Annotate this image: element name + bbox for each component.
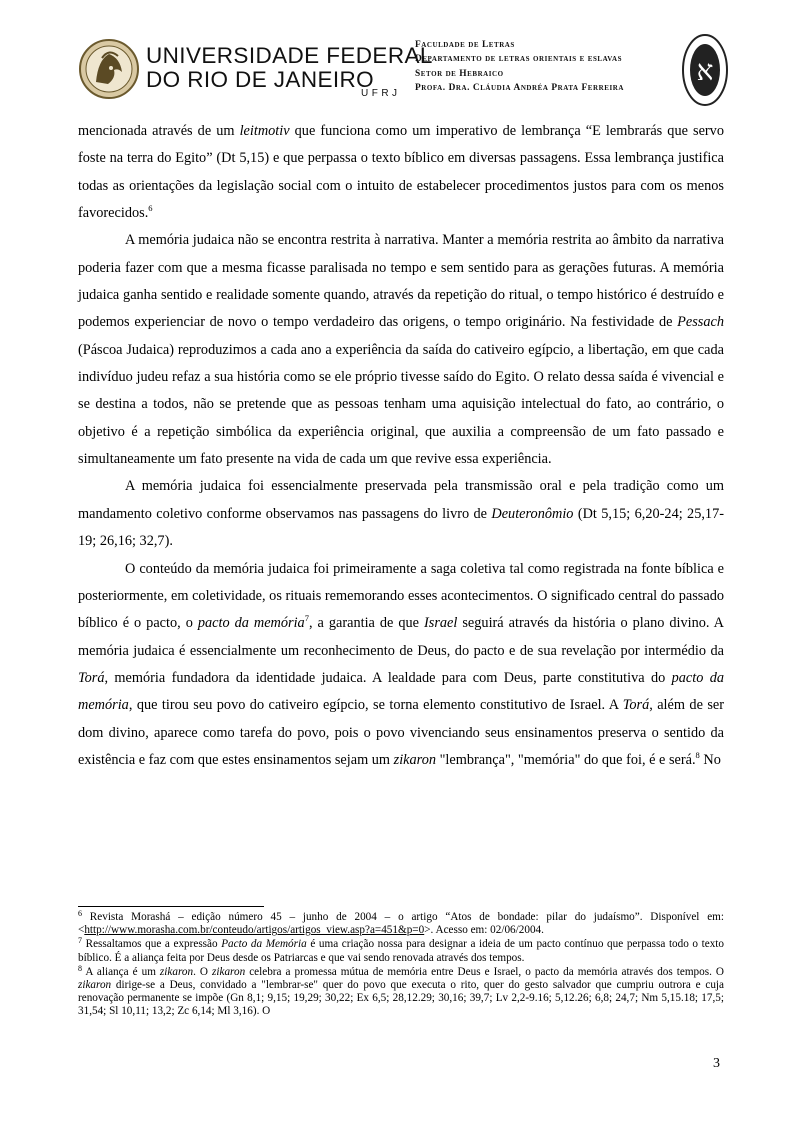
paragraph: A memória judaica não se encontra restrita à narrativa. Manter a memória restrita ao âmbito da narrativa poderia fazer com que a mesma ficasse paralisada no tempo e sem sentido para as gerações futuras. A memória judaica ganha sentido e realidade somente quando, através da repetição do ritual, o tempo histórico é destruído e podemos experienciar de novo o tempo verdadeiro das origens, o tempo originário. Na festividade de Pessach (Páscoa Judaica) reproduzimos a cada ano a experiência da saída do cativeiro egípcio, a libertação, em que cada indivíduo judeu refaz a sua história como se ele próprio tivesse saído do Egito. O relato dessa saída é vivencial e se destina a todos, não se pretende que as pessoas tenham uma aquisição intelectual do fato, ao contrário, o objetivo é a repetição simbólica da experiência original, que auxilia a compreensão de um fato passado e simultaneamente um fato presente na vida de cada um que revive essa experiência. [78, 232, 724, 468]
footnote-7: $^7$ Ressaltamos que a expressão Pacto da Memória é uma criação nossa para designar a ideia de um pacto contínuo que perpassa todo o texto bíblico. É a aliança feita por Deus desde os Patriarcas e que vai sendo renovada através dos tempos. [78, 936, 725, 964]
faculty-label: Faculdade de Letras [415, 40, 515, 50]
department-info [415, 38, 624, 95]
footnote-ref[interactable]: 8 [695, 749, 700, 760]
footnote-ref[interactable]: 7 [304, 613, 309, 624]
footnote-divider [78, 906, 264, 907]
footnote-8: $^8$ A aliança é um zikaron. O zikaron celebra a promessa mútua de memória entre Deus e Israel, o pacto da memória através dos tempos. O zikaron dirige-se a Deus, convidado a "lembrar-se" quer do povo que executa o rito, quer do gesto salvador que cumpriu outrora e cuja renovação permanente se impõe (Gn 8,1; 9,15; 19,29; 30,22; Ex 6,5; 28,12.29; 30,16; 39,7; Lv 2,2-9.16; 5,12.26; 6,8; 24,7; Nm 5,15.18; 17,5; 31,54; Sl 10,11; 13,2; Zc 6,14; Ml 3,16). O [78, 963, 724, 1018]
paragraph: mencionada através de um leitmotiv que funciona como um imperativo de lembrança “E lembrarás que servo foste na terra do Egito” (Dt 5,15) e que perpassa o texto bíblico em diversas passagens. Essa lembrança justifica todas as orientações da legislação social com o intuito de estabelecer procedimentos justos para com os menos favorecidos.$^6$ [78, 123, 724, 222]
department-label: Departamento de letras orientais e eslavas [415, 54, 623, 65]
paragraph: A memória judaica foi essencialmente preservada pela transmissão oral e pela tradição como um mandamento coletivo conforme observamos nas passagens do livro de Deuteronômio (Dt 5,15; 6,20-24; 25,17-19; 26,16; 32,7). [78, 478, 724, 550]
sector-label: Setor de Hebraico [415, 68, 504, 79]
hebrew-sector-emblem [681, 32, 729, 108]
page-header [78, 38, 730, 102]
page-number: 3 [713, 1056, 720, 1071]
footnote-link[interactable]: http://www.morasha.com.br/conteudo/artigos/artigos_view.asp?a=451&p=0 [84, 924, 425, 937]
footnotes [78, 911, 724, 1020]
professor-label: Profa. Dra. Cláudia Andréa Prata Ferreira [415, 82, 624, 93]
university-seal-logo [78, 38, 140, 100]
footnote-ref[interactable]: 6 [148, 203, 153, 214]
ufrj-acronym: UFRJ [361, 88, 401, 99]
paragraph: O conteúdo da memória judaica foi primeiramente a saga coletiva tal como registrada na fonte bíblica e posteriormente, em coletividade, os rituais rememorando esses acontecimentos. O significado central do passado bíblico é o pacto, o pacto da memória$^7$, a garantia de que Israel seguirá através da história o plano divino. A memória judaica é essencialmente um reconhecimento de Deus, do pacto e de sua revelação por intermédio da Torá, memória fundadora da identidade judaica. A lealdade para com Deus, parte constitutiva do pacto da memória, que tirou seu povo do cativeiro egípcio, se torna elemento constitutivo de Israel. A Torá, além de ser dom divino, aparece como tarefa do povo, pois o povo vivenciando seus ensinamentos preserva o sentido da existência e faz com que estes ensinamentos sejam um zikaron "lembrança", "memória" do que foi, é e será.$^8$ No [78, 560, 724, 768]
footnote-6: $^6$ Revista Morashá – edição número 45 – junho de 2004 – o artigo “Atos de bondade: pilar do judaísmo”. Disponível em: <http://www.morasha.com.br/conteudo/artigos/artigos_view.asp?a=451&p=0>. Acesso em: 02/06/2004. [78, 909, 724, 937]
svg-text:א: א [696, 54, 714, 87]
main-text [78, 118, 724, 774]
university-name: UNIVERSIDADE FEDERAL DO RIO DE JANEIRO [146, 43, 433, 92]
